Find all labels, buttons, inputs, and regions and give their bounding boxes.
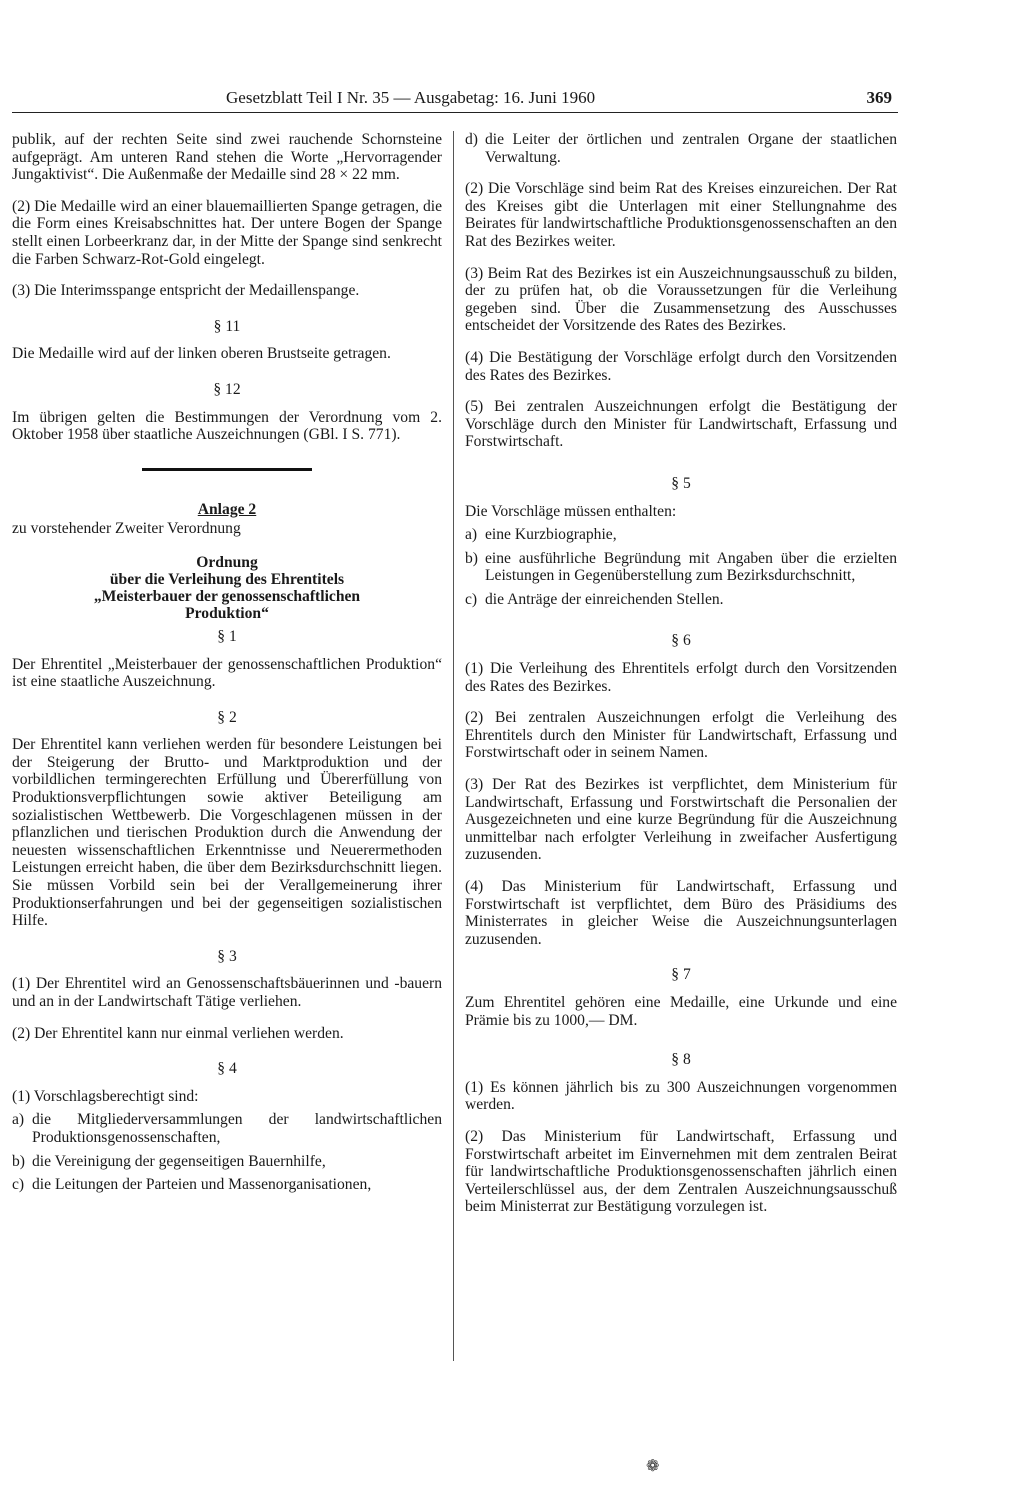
- header-rule: [12, 112, 898, 113]
- column-divider: [453, 131, 454, 1361]
- paragraph: (1) Die Verleihung des Ehrentitels erfolgt durch den Vorsitzenden des Rates des Bezirkes.: [465, 660, 897, 695]
- paragraph: (4) Die Bestätigung der Vorschläge erfolgt durch den Vorsitzenden des Rates des Bezirkes.: [465, 348, 897, 384]
- section-heading: § 11: [213, 317, 241, 335]
- title-line: Produktion“: [185, 604, 269, 622]
- printer-ornament: ❁: [646, 1458, 660, 1475]
- paragraph: (2) Die Vorschläge sind beim Rat des Kreises einzureichen. Der Rat des Kreises gibt die Unterlagen mit einer Stellungnahme des Beirates für landwirtschaftliche Produktionsgenossenschaften an den Rat des Bezirkes weiter.: [465, 180, 897, 250]
- enumerated-list: [465, 526, 897, 608]
- list-item-text: die Leiter der örtlichen und zentralen Organe der staatlichen Verwaltung.: [485, 131, 897, 166]
- paragraph: (2) Der Ehrentitel kann nur einmal verliehen werden.: [12, 1024, 344, 1042]
- list-item-text: eine ausführliche Begründung mit Angaben über die erzielten Leistungen in Gegenüberstellung zum Bezirksdurchschnitt,: [485, 549, 897, 585]
- title-line: Ordnung: [196, 553, 258, 571]
- paragraph: (4) Das Ministerium für Landwirtschaft, Erfassung und Forstwirtschaft ist verpflichtet, dem Büro des Präsidiums des Ministerrates in gleicher Weise die Auszeichnungsunterlagen zuzusenden.: [465, 878, 897, 948]
- section-heading: § 2: [217, 708, 237, 726]
- list-item-label: b): [12, 1152, 25, 1170]
- left-column: [12, 131, 442, 1208]
- paragraph: (3) Beim Rat des Bezirkes ist ein Auszeichnungsausschuß zu bilden, der zu prüfen hat, ob die Voraussetzungen für die Verleihung gegeben sind. Über die Zusammensetzung des Ausschusses entscheidet der Vorsitzende des Rates des Bezirkes.: [465, 264, 897, 335]
- list-item-label: a): [12, 1111, 25, 1129]
- paragraph: Im übrigen gelten die Bestimmungen der Verordnung vom 2. Oktober 1958 über staatliche Auszeichnungen (GBl. I S. 771).: [12, 408, 442, 444]
- annex-subtitle: zu vorstehender Zweiter Verordnung: [12, 520, 241, 538]
- list-item-text: die Vereinigung der gegenseitigen Bauernhilfe,: [32, 1152, 326, 1170]
- paragraph: (1) Es können jährlich bis zu 300 Auszeichnungen vorgenommen werden.: [465, 1078, 897, 1114]
- paragraph: (5) Bei zentralen Auszeichnungen erfolgt die Bestätigung der Vorschläge durch den Minister für Landwirtschaft, Erfassung und Forstwirtschaft.: [465, 398, 897, 451]
- paragraph: Der Ehrentitel „Meisterbauer der genossenschaftlichen Produktion“ ist eine staatliche Auszeichnung.: [12, 655, 442, 691]
- section-heading: § 4: [217, 1060, 237, 1078]
- page-header: [12, 88, 898, 112]
- list-item-text: die Mitgliederversammlungen der landwirtschaftlichen Produktionsgenossenschaften,: [32, 1111, 442, 1146]
- list-item: [12, 1176, 442, 1194]
- paragraph: Zum Ehrentitel gehören eine Medaille, eine Urkunde und eine Prämie bis zu 1000,— DM.: [465, 993, 897, 1029]
- paragraph: (3) Der Rat des Bezirkes ist verpflichtet, dem Ministerium für Landwirtschaft, Erfassung und Forstwirtschaft die Personalien der Ausgezeichneten und eine kurze Begründung für die Auszeichnung unmittelbar nach erfolgter Verleihung in zweifacher Ausfertigung zuzusenden.: [465, 776, 897, 864]
- paragraph: (2) Die Medaille wird an einer blauemaillierten Spange getragen, die die Form eines Kreisabschnittes hat. Der untere Bogen der Spange stellt einen Lorbeerkranz dar, in der Mitte der Spange sind senkrecht die Farben Schwarz-Rot-Gold eingelegt.: [12, 197, 442, 268]
- list-item-label: a): [465, 526, 478, 544]
- list-item-label: b): [465, 549, 478, 567]
- section-heading: § 1: [217, 627, 237, 645]
- section-heading: § 8: [671, 1051, 691, 1069]
- list-item: [465, 131, 897, 166]
- paragraph: publik, auf der rechten Seite sind zwei rauchende Schornsteine aufgeprägt. Am unteren Rand stehen die Worte „Hervorragender Jungaktivist“. Die Außenmaße der Medaille sind 28 × 22 mm.: [12, 131, 442, 184]
- paragraph: Die Medaille wird auf der linken oberen Brustseite getragen.: [12, 345, 391, 363]
- section-heading: § 7: [671, 966, 691, 984]
- running-title: Gesetzblatt Teil I Nr. 35 — Ausgabetag: 16. Juni 1960: [226, 88, 596, 107]
- section-heading: § 3: [217, 947, 237, 965]
- list-item: [465, 591, 897, 609]
- section-heading: § 12: [213, 380, 241, 398]
- paragraph: (1) Vorschlagsberechtigt sind:: [12, 1087, 199, 1105]
- list-item: [12, 1111, 442, 1146]
- right-column: [465, 131, 897, 1230]
- regulation-title: [12, 554, 442, 622]
- page-number: 369: [866, 88, 892, 107]
- list-item-text: die Leitungen der Parteien und Massenorganisationen,: [32, 1176, 372, 1194]
- separator-rule: [142, 468, 312, 471]
- annex-label: Anlage 2: [197, 500, 257, 518]
- list-item-label: c): [12, 1176, 25, 1194]
- list-item: [465, 550, 897, 585]
- paragraph: (1) Der Ehrentitel wird an Genossenschaftsbäuerinnen und -bauern und an in der Landwirtschaft Tätige verliehen.: [12, 975, 442, 1010]
- paragraph: Der Ehrentitel kann verliehen werden für besondere Leistungen bei der Steigerung der Brutto- und Marktproduktion und der vorbildlichen termingerechten Erfüllung und Übererfüllung von Produktionsverpflichtungen sowie aktiver Beteiligung am sozialistischen Wettbewerb. Die Vorgeschlagenen müssen in der pflanzlichen und tierischen Produktion durch die Anwendung der neuesten wissenschaftlichen Erkenntnisse und Neuerermethoden Leistungen erreicht haben, die über dem Bezirksdurchschnitt liegen. Sie müssen Vorbild sein bei der Verallgemeinerung ihrer Produktionserfahrungen und bei der gegenseitigen sozialistischen Hilfe.: [12, 736, 442, 930]
- paragraph: (2) Bei zentralen Auszeichnungen erfolgt die Verleihung des Ehrentitels durch den Minister für Landwirtschaft, Erfassung und Forstwirtschaft oder in seinem Namen.: [465, 709, 897, 762]
- list-item: [465, 526, 897, 544]
- title-line: über die Verleihung des Ehrentitels: [109, 570, 345, 588]
- list-item-text: die Anträge der einreichenden Stellen.: [485, 590, 724, 608]
- paragraph: Die Vorschläge müssen enthalten:: [465, 502, 677, 520]
- paragraph: (2) Das Ministerium für Landwirtschaft, Erfassung und Forstwirtschaft arbeitet im Einvernehmen mit dem zentralen Beirat für landwirtschaftliche Produktionsgenossenschaften jährlich einen Verteilerschlüssel aus, der dem Zentralen Auszeichnungsausschuß beim Ministerrat zur Bestätigung vorzulegen ist.: [465, 1127, 897, 1216]
- list-item-text: eine Kurzbiographie,: [485, 526, 617, 544]
- list-item-label: c): [465, 590, 478, 608]
- list-item-label: d): [465, 131, 478, 148]
- list-item: [12, 1153, 442, 1171]
- section-heading: § 6: [671, 632, 691, 650]
- enumerated-list: [12, 1111, 442, 1193]
- section-heading: § 5: [671, 474, 691, 492]
- title-line: „Meisterbauer der genossenschaftlichen: [93, 587, 361, 605]
- paragraph: (3) Die Interimsspange entspricht der Medaillenspange.: [12, 282, 360, 300]
